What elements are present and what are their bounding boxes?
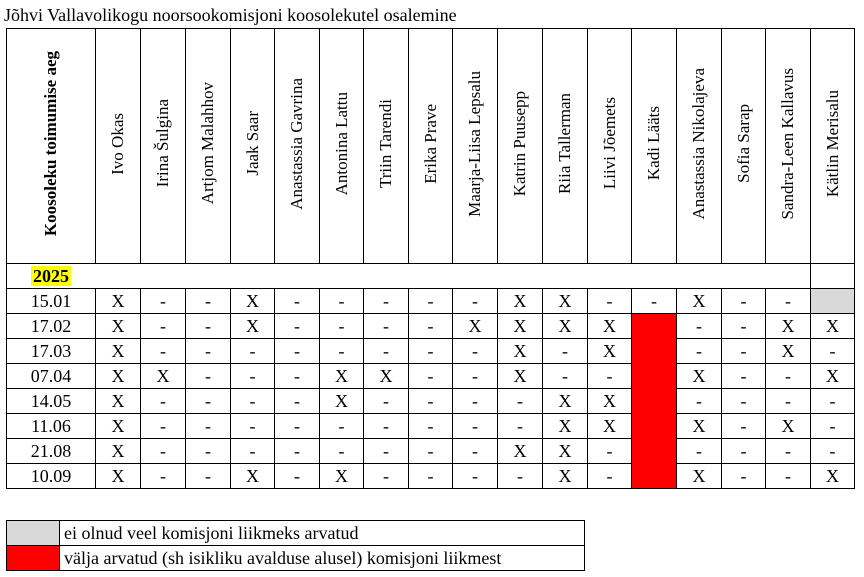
attendance-cell: - — [409, 414, 453, 439]
member-header — [409, 29, 453, 264]
attendance-cell: - — [409, 314, 453, 339]
attendance-cell: X — [231, 464, 275, 489]
attendance-cell: - — [364, 389, 409, 414]
table-row — [7, 364, 855, 389]
attendance-cell: - — [453, 389, 498, 414]
attendance-cell: X — [677, 464, 722, 489]
attendance-cell: X — [320, 364, 364, 389]
attendance-cell: - — [141, 314, 186, 339]
attendance-cell: - — [498, 414, 543, 439]
attendance-cell: - — [722, 414, 766, 439]
meeting-date: 21.08 — [7, 439, 96, 464]
member-header — [498, 29, 543, 264]
member-header — [186, 29, 231, 264]
attendance-cell: X — [498, 439, 543, 464]
attendance-cell: X — [96, 439, 141, 464]
meeting-date: 14.05 — [7, 389, 96, 414]
attendance-cell: - — [453, 414, 498, 439]
attendance-cell: - — [141, 414, 186, 439]
attendance-cell: - — [141, 289, 186, 314]
attendance-cell: - — [453, 439, 498, 464]
attendance-cell: - — [722, 314, 766, 339]
meeting-date: 11.06 — [7, 414, 96, 439]
attendance-cell: X — [141, 364, 186, 389]
attendance-cell: X — [766, 339, 811, 364]
meeting-date: 15.01 — [7, 289, 96, 314]
attendance-cell: - — [141, 464, 186, 489]
attendance-cell: X — [677, 414, 722, 439]
attendance-cell: X — [588, 389, 632, 414]
attendance-cell: - — [275, 364, 320, 389]
attendance-cell: - — [364, 414, 409, 439]
attendance-cell: - — [453, 464, 498, 489]
member-name: Kadi Lääts — [644, 106, 663, 181]
member-header — [364, 29, 409, 264]
attendance-cell: - — [275, 464, 320, 489]
member-name: Riia Tallerman — [555, 93, 574, 194]
attendance-cell: - — [186, 389, 231, 414]
member-header — [766, 29, 811, 264]
attendance-cell: - — [275, 314, 320, 339]
attendance-cell: X — [96, 339, 141, 364]
attendance-cell: X — [498, 314, 543, 339]
attendance-cell: - — [722, 364, 766, 389]
attendance-cell: X — [96, 389, 141, 414]
attendance-cell: - — [364, 464, 409, 489]
member-name: Anastassia Nikolajeva — [689, 67, 708, 220]
attendance-cell: X — [543, 439, 588, 464]
attendance-cell: - — [677, 339, 722, 364]
member-header — [96, 29, 141, 264]
attendance-cell: - — [677, 314, 722, 339]
attendance-cell: X — [677, 364, 722, 389]
attendance-cell: X — [231, 314, 275, 339]
attendance-cell: X — [498, 289, 543, 314]
attendance-cell: - — [722, 389, 766, 414]
attendance-cell: - — [722, 439, 766, 464]
attendance-cell: - — [588, 364, 632, 389]
attendance-cell: - — [409, 389, 453, 414]
attendance-cell: X — [588, 339, 632, 364]
member-name: Antonina Lattu — [331, 91, 351, 196]
attendance-cell: X — [96, 414, 141, 439]
attendance-cell: - — [498, 389, 543, 414]
attendance-cell: - — [231, 389, 275, 414]
attendance-cell: X — [543, 389, 588, 414]
attendance-cell: - — [275, 439, 320, 464]
attendance-cell: - — [811, 339, 855, 364]
attendance-cell: - — [275, 339, 320, 364]
attendance-cell: X — [766, 414, 811, 439]
year-row-last-cell — [811, 264, 855, 289]
attendance-cell: - — [320, 289, 364, 314]
member-name: Sandra-Leen Kallavus — [778, 67, 797, 220]
member-header — [543, 29, 588, 264]
attendance-cell: X — [811, 464, 855, 489]
attendance-cell: - — [186, 414, 231, 439]
year-row — [7, 264, 855, 289]
attendance-cell: - — [722, 339, 766, 364]
attendance-cell: - — [543, 339, 588, 364]
attendance-cell: - — [275, 414, 320, 439]
attendance-cell: - — [364, 339, 409, 364]
attendance-cell: X — [543, 464, 588, 489]
attendance-cell: - — [722, 289, 766, 314]
attendance-cell: - — [677, 389, 722, 414]
attendance-cell: X — [320, 389, 364, 414]
attendance-cell: - — [409, 364, 453, 389]
attendance-cell: X — [320, 464, 364, 489]
legend-swatch-gray — [7, 521, 60, 546]
attendance-cell: X — [96, 314, 141, 339]
legend-swatch-red — [7, 546, 60, 571]
table-row — [7, 339, 855, 364]
attendance-cell: - — [186, 339, 231, 364]
attendance-cell: - — [811, 389, 855, 414]
member-name: Anastassia Gavrina — [287, 77, 306, 210]
member-header — [722, 29, 766, 264]
attendance-cell: - — [543, 364, 588, 389]
member-name: Artjom Malahhov — [198, 82, 217, 205]
member-name: Irina Šulgina — [153, 99, 172, 188]
table-row — [7, 389, 855, 414]
year-label: 2025 — [33, 265, 69, 286]
attendance-cell: X — [543, 289, 588, 314]
document-title: Jõhvi Vallavolikogu noorsookomisjoni koosolekutel osalemine — [4, 5, 457, 25]
attendance-cell: - — [811, 414, 855, 439]
attendance-cell: - — [453, 339, 498, 364]
attendance-cell: X — [231, 289, 275, 314]
meeting-date: 17.02 — [7, 314, 96, 339]
attendance-cell: - — [141, 389, 186, 414]
attendance-cell: - — [722, 464, 766, 489]
attendance-cell: - — [320, 439, 364, 464]
member-header — [632, 29, 677, 264]
table-row — [7, 439, 855, 464]
attendance-cell: - — [588, 289, 632, 314]
attendance-cell: - — [632, 289, 677, 314]
attendance-cell: - — [409, 339, 453, 364]
attendance-cell: X — [766, 314, 811, 339]
attendance-cell: X — [588, 314, 632, 339]
attendance-cell: - — [409, 439, 453, 464]
attendance-cell: - — [364, 314, 409, 339]
legend-item-excluded — [7, 546, 585, 571]
attendance-cell: - — [766, 389, 811, 414]
attendance-cell: X — [96, 364, 141, 389]
attendance-cell: - — [231, 364, 275, 389]
attendance-cell: X — [96, 464, 141, 489]
attendance-cell: - — [766, 464, 811, 489]
meeting-date: 17.03 — [7, 339, 96, 364]
member-header — [811, 29, 855, 264]
table-row — [7, 289, 855, 314]
attendance-cell: - — [766, 439, 811, 464]
attendance-cell: - — [186, 464, 231, 489]
attendance-cell: X — [588, 414, 632, 439]
member-header — [588, 29, 632, 264]
attendance-cell: - — [453, 364, 498, 389]
not-member-cell — [811, 289, 855, 314]
table-row — [7, 464, 855, 489]
attendance-cell: - — [453, 289, 498, 314]
attendance-cell: X — [498, 364, 543, 389]
attendance-cell: - — [364, 439, 409, 464]
member-name: Maarja-Liisa Lepsalu — [465, 70, 484, 217]
member-header — [453, 29, 498, 264]
member-name: Sofia Sarap — [733, 104, 753, 183]
attendance-table — [6, 28, 855, 489]
attendance-cell: X — [453, 314, 498, 339]
attendance-cell: - — [275, 289, 320, 314]
attendance-cell: X — [543, 314, 588, 339]
attendance-cell: X — [364, 364, 409, 389]
attendance-cell: - — [186, 439, 231, 464]
attendance-cell: - — [186, 364, 231, 389]
attendance-cell: X — [811, 364, 855, 389]
attendance-cell: - — [409, 289, 453, 314]
attendance-cell: - — [320, 339, 364, 364]
attendance-cell: X — [677, 289, 722, 314]
member-header — [231, 29, 275, 264]
member-name: Katrin Puusepp — [510, 90, 529, 197]
member-name: Kätlin Merisalu — [822, 89, 842, 198]
member-name: Erika Prave — [420, 103, 440, 184]
header-row — [7, 29, 855, 264]
member-header — [141, 29, 186, 264]
member-name: Triin Tarendi — [376, 98, 395, 188]
attendance-cell: - — [186, 289, 231, 314]
legend-item-not-member — [7, 521, 585, 546]
attendance-cell: - — [320, 414, 364, 439]
year-cell — [7, 264, 811, 289]
member-name: Ivo Okas — [108, 112, 127, 175]
header-meeting-date — [7, 29, 96, 264]
member-header — [677, 29, 722, 264]
attendance-cell: - — [275, 389, 320, 414]
header-meeting-date-label: Koosoleku toimumise aeg — [41, 50, 60, 237]
attendance-cell: X — [498, 339, 543, 364]
attendance-cell: X — [811, 314, 855, 339]
attendance-cell: - — [766, 364, 811, 389]
legend — [6, 520, 585, 571]
member-header — [275, 29, 320, 264]
attendance-cell: - — [766, 289, 811, 314]
attendance-cell: - — [811, 439, 855, 464]
attendance-cell: X — [96, 289, 141, 314]
attendance-cell: - — [498, 464, 543, 489]
excluded-cell — [632, 314, 677, 489]
member-header — [320, 29, 364, 264]
attendance-cell: - — [231, 339, 275, 364]
attendance-cell: - — [364, 289, 409, 314]
attendance-cell: - — [588, 439, 632, 464]
table-row — [7, 414, 855, 439]
attendance-cell: - — [141, 339, 186, 364]
member-name: Jaak Saar — [242, 111, 262, 176]
meeting-date: 07.04 — [7, 364, 96, 389]
legend-label-not-member: ei olnud veel komisjoni liikmeks arvatud — [60, 521, 585, 546]
attendance-cell: - — [141, 439, 186, 464]
attendance-cell: - — [677, 439, 722, 464]
member-name: Liivi Jõemets — [599, 97, 619, 190]
attendance-cell: - — [409, 464, 453, 489]
attendance-cell: - — [588, 464, 632, 489]
table-row — [7, 314, 855, 339]
attendance-cell: - — [186, 314, 231, 339]
meeting-date: 10.09 — [7, 464, 96, 489]
attendance-cell: - — [320, 314, 364, 339]
attendance-cell: X — [543, 414, 588, 439]
attendance-cell: - — [231, 414, 275, 439]
attendance-cell: - — [231, 439, 275, 464]
legend-label-excluded: välja arvatud (sh isikliku avalduse alusel) komisjoni liikmest — [60, 546, 585, 571]
